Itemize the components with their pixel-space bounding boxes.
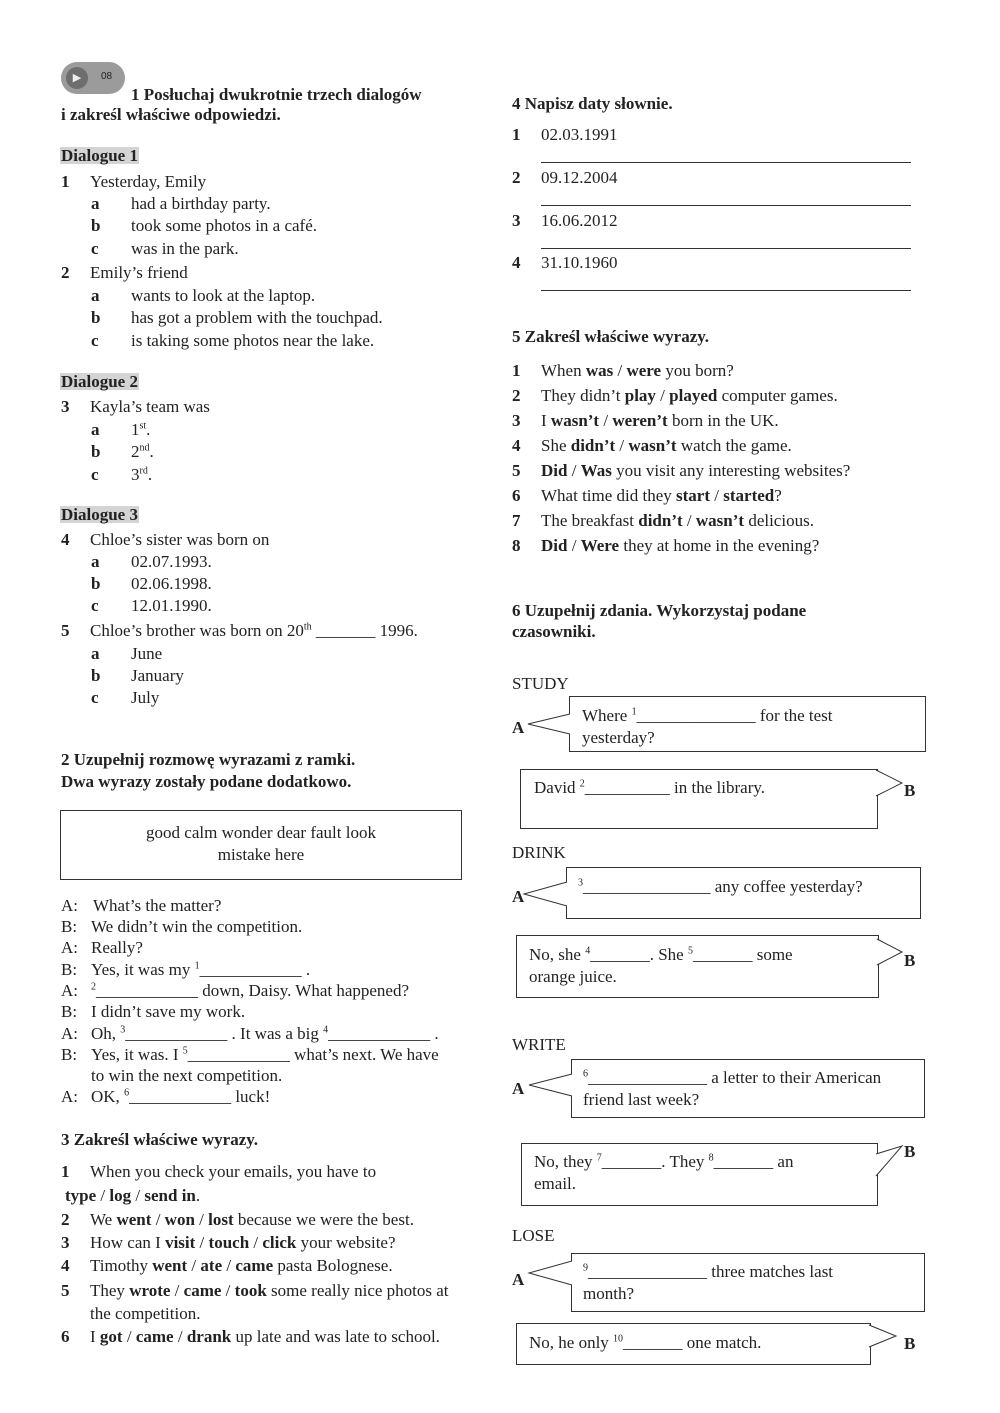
speaker-label: A: [61,938,78,957]
q4-option-letter: c [91,596,99,615]
q1-option-c: was in the park. [131,239,239,258]
dialogue-2-heading: Dialogue 2 [61,372,138,391]
bubble-6-line1: No, they $^7$_______. They $^8$_______ an [534,1152,794,1171]
ex5-s3: I wasn’t / weren’t born in the UK. [541,411,779,430]
dialogue-line-9: OK, $^6$____________ luck! [91,1087,271,1106]
speaker-label: B: [61,917,78,936]
dialogue-line-2: We didn’t win the competition. [91,917,303,936]
q2-text: Emily’s friend [90,263,188,282]
q3-number: 3 [61,397,70,416]
verb-lose: LOSE [512,1226,555,1245]
q3-option-b: 2nd. [131,442,154,461]
q3-option-a: 1st. [131,420,151,439]
q1-option-letter: a [91,194,100,213]
answer-line[interactable] [541,162,911,163]
ex4-number: 4 [512,253,521,272]
q5-option-a: June [131,644,163,663]
ex6-title-line2: czasowniki. [512,622,596,641]
bubble-tail [529,1261,572,1285]
q4-option-c: 12.01.1990. [131,596,212,615]
ex2-title-line1: 2 Uzupełnij rozmowę wyrazami z ramki. [61,750,356,769]
q3-option-letter: c [91,465,99,484]
q1-text: Yesterday, Emily [90,172,207,191]
ex5-s2: They didn’t play / played computer games. [541,386,838,405]
q2-option-letter: b [91,308,101,327]
ex3-s2: We went / won / lost because we were the best. [90,1210,414,1229]
q2-option-letter: c [91,331,99,350]
bubble-1-line1: Where $^1$______________ for the test [582,706,833,725]
bubble-tail [876,770,902,796]
dialogue-line-4: Yes, it was my $^1$____________ . [91,960,311,979]
bubble-tail [876,1146,902,1176]
q3-option-c: 3rd. [131,465,153,484]
ex5-s8: Did / Were they at home in the evening? [541,536,820,555]
ex6-title-line1: 6 Uzupełnij zdania. Wykorzystaj podane [512,601,807,620]
speaker-icon: ▶ [66,67,88,89]
bubble-tail [524,882,567,906]
speaker-label: A: [61,1087,78,1106]
ex5-number: 8 [512,536,521,555]
ex5-number: 6 [512,486,521,505]
dialogue-3-heading: Dialogue 3 [61,505,138,524]
speaker-label: A: [61,1024,78,1043]
answer-line[interactable] [541,290,911,291]
speaker-a-label: A [512,1079,525,1098]
bubble-tail [528,714,570,734]
speaker-a-label: A [512,1270,525,1289]
dialogue-line-1: What’s the matter? [93,896,222,915]
dialogue-line-5: $^2$____________ down, Daisy. What happened? [91,981,410,1000]
q5-option-c: July [131,688,160,707]
q5-option-letter: c [91,688,99,707]
bubble-tail [869,1325,896,1347]
answer-line[interactable] [541,248,911,249]
q1-option-letter: b [91,216,101,235]
q4-text: Chloe’s sister was born on [90,530,270,549]
ex5-number: 2 [512,386,521,405]
track-number: 08 [101,71,113,82]
bubble-7-line2: month? [583,1284,634,1303]
q1-option-a: had a birthday party. [131,194,271,213]
dialogue-line-8b: to win the next competition. [91,1066,283,1085]
q2-number: 2 [61,263,70,282]
bubble-4-line1: No, she $^4$_______. She $^5$_______ some [529,945,793,964]
speaker-a-label: A [512,718,525,737]
ex5-number: 5 [512,461,521,480]
bubble-6-line2: email. [534,1174,577,1193]
q5-text: Chloe’s brother was born on 20th _______ 1996. [90,621,418,640]
audio-badge[interactable] [61,62,125,94]
answer-line[interactable] [541,205,911,206]
speaker-b-label: B [904,951,916,970]
q2-option-letter: a [91,286,100,305]
ex3-s5: They wrote / came / took some really nice photos at [90,1281,449,1300]
ex3-s1-line1: When you check your emails, you have to [90,1162,377,1181]
ex5-s7: The breakfast didn’t / wasn’t delicious. [541,511,814,530]
ex3-s5-line2: the competition. [90,1304,201,1323]
bubble-tail [529,1074,572,1096]
ex5-number: 1 [512,361,521,380]
ex4-date-4: 31.10.1960 [541,253,618,272]
ex5-s1: When was / were you born? [541,361,734,380]
q4-option-b: 02.06.1998. [131,574,212,593]
ex3-s1-number: 1 [61,1162,70,1181]
verb-study: STUDY [512,674,569,693]
q3-option-letter: a [91,420,100,439]
q4-option-a: 02.07.1993. [131,552,212,571]
ex3-s6-number: 6 [61,1327,70,1346]
speaker-label: A: [61,896,78,915]
ex4-date-1: 02.03.1991 [541,125,618,144]
word-box-line2: mistake here [217,845,305,864]
bubble-8-line1: No, he only $^{10}$_______ one match. [529,1333,762,1352]
speaker-a-label: A [512,887,525,906]
speaker-label: A: [61,981,78,1000]
q2-option-c: is taking some photos near the lake. [131,331,375,350]
ex5-s5: Did / Was you visit any interesting websites? [541,461,851,480]
ex3-s1-line2: type / log / send in. [65,1186,201,1205]
q1-option-b: took some photos in a café. [131,216,318,235]
ex2-title-line2: Dwa wyrazy zostały podane dodatkowo. [61,772,352,791]
q5-number: 5 [61,621,70,640]
speaker-label: B: [61,1045,78,1064]
ex3-s2-number: 2 [61,1210,70,1229]
ex3-s4-number: 4 [61,1256,70,1275]
bubble-5-line1: $^6$______________ a letter to their American [583,1068,882,1087]
ex4-date-3: 16.06.2012 [541,211,618,230]
ex5-title: 5 Zakreśl właściwe wyrazy. [512,327,710,346]
ex3-s3: How can I visit / touch / click your website? [90,1233,396,1252]
q1-number: 1 [61,172,70,191]
speaker-b-label: B [904,1142,916,1161]
speaker-b-label: B [904,1334,916,1353]
ex3-title: 3 Zakreśl właściwe wyrazy. [61,1130,259,1149]
dialogue-1-heading: Dialogue 1 [61,146,138,165]
dialogue-line-3: Really? [91,938,143,957]
q1-option-letter: c [91,239,99,258]
ex3-s3-number: 3 [61,1233,70,1252]
ex5-s6: What time did they start / started? [541,486,782,505]
q4-number: 4 [61,530,70,549]
ex3-s5-number: 5 [61,1281,70,1300]
bubble-4-line2: orange juice. [529,967,617,986]
ex3-s4: Timothy went / ate / came pasta Bolognese. [90,1256,393,1275]
dialogue-line-8: Yes, it was. I $^5$____________ what’s next. We have [91,1045,439,1064]
ex4-number: 1 [512,125,521,144]
ex4-title: 4 Napisz daty słownie. [512,94,673,113]
q4-option-letter: a [91,552,100,571]
speaker-label: B: [61,1002,78,1021]
q3-option-letter: b [91,442,101,461]
ex4-date-2: 09.12.2004 [541,168,618,187]
ex4-number: 3 [512,211,521,230]
dialogue-line-7: Oh, $^3$____________ . It was a big $^4$____________ . [91,1024,439,1043]
q3-text: Kayla’s team was [90,397,210,416]
ex5-number: 7 [512,511,521,530]
ex5-number: 3 [512,411,521,430]
ex5-number: 4 [512,436,521,455]
bubble-1-line2: yesterday? [582,728,655,747]
bubble-7-line1: $^9$______________ three matches last [583,1262,834,1281]
ex1-title-line1: 1 Posłuchaj dwukrotnie trzech dialogów [131,85,422,104]
speaker-label: B: [61,960,78,979]
q4-option-letter: b [91,574,101,593]
ex3-s6: I got / came / drank up late and was late to school. [90,1327,440,1346]
q2-option-b: has got a problem with the touchpad. [131,308,383,327]
bubble-tail [877,939,902,965]
bubble-3-line1: $^3$_______________ any coffee yesterday? [578,877,863,896]
bubble-2-line1: David $^2$__________ in the library. [534,778,765,797]
speaker-b-label: B [904,781,916,800]
verb-drink: DRINK [512,843,566,862]
word-box-line1: good calm wonder dear fault look [146,823,376,842]
q2-option-a: wants to look at the laptop. [131,286,316,305]
ex4-number: 2 [512,168,521,187]
q5-option-letter: b [91,666,101,685]
dialogue-line-6: I didn’t save my work. [91,1002,246,1021]
q5-option-b: January [131,666,184,685]
ex1-title-line2: i zakreśl właściwe odpowiedzi. [61,105,281,124]
q5-option-letter: a [91,644,100,663]
verb-write: WRITE [512,1035,566,1054]
ex5-s4: She didn’t / wasn’t watch the game. [541,436,792,455]
bubble-5-line2: friend last week? [583,1090,700,1109]
